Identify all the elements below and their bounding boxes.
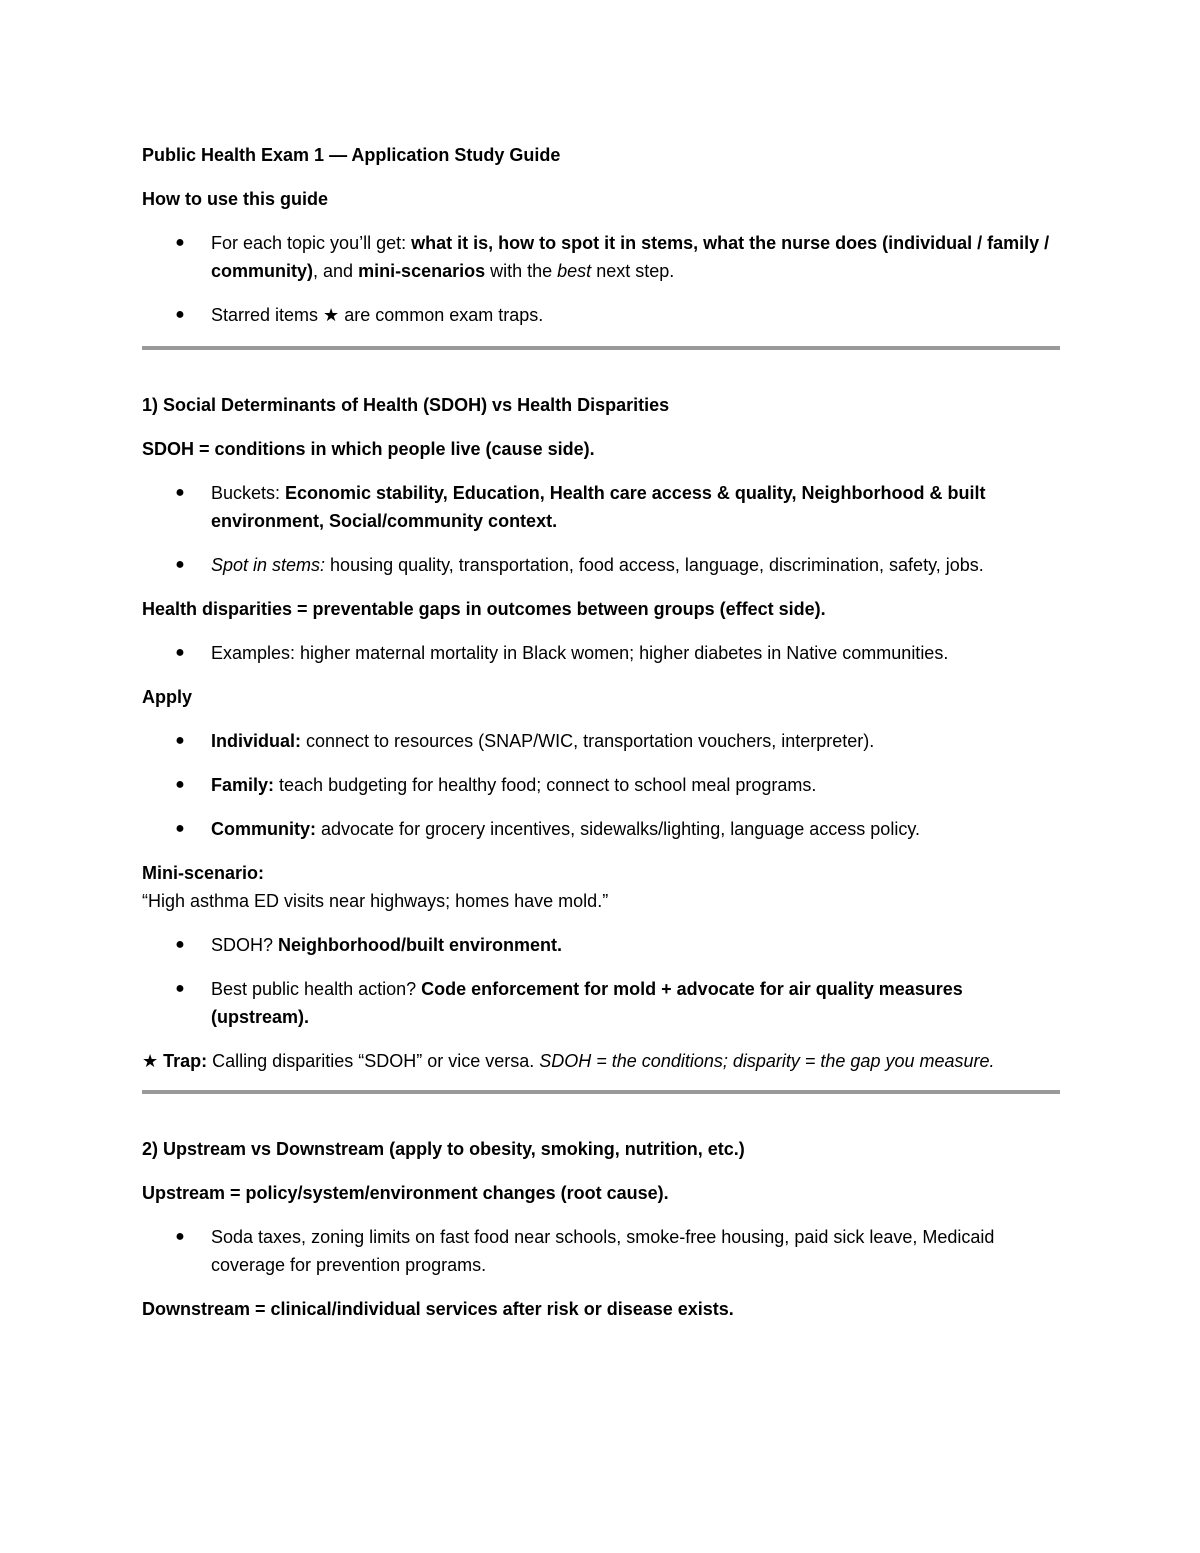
how-to-use-list <box>142 229 1060 330</box>
star-icon: ★ <box>142 1051 159 1072</box>
bullet-icon: ● <box>175 1228 185 1245</box>
list-item: ● Starred items ★ are common exam traps. <box>142 301 1060 330</box>
document-body <box>142 141 1060 1339</box>
list-item: ● Buckets: Economic stability, Education, Health care access & quality, Neighborhood & built environment, Social/community context. <box>142 479 1060 535</box>
upstream-definition: Upstream = policy/system/environment changes (root cause). <box>142 1183 669 1203</box>
mini-scenario-list <box>142 931 1060 1031</box>
bullet-icon: ● <box>175 732 185 749</box>
section-divider <box>142 1090 1060 1094</box>
how-to-use-heading: How to use this guide <box>142 189 329 209</box>
list-item: ● Soda taxes, zoning limits on fast food near schools, smoke-free housing, paid sick leave, Medicaid coverage for prevention programs. <box>142 1223 1060 1279</box>
bullet-icon: ● <box>175 776 185 793</box>
list-item: ● Community: advocate for grocery incentives, sidewalks/lighting, language access policy. <box>142 815 1060 843</box>
bullet-icon: ● <box>175 234 185 251</box>
apply-heading: Apply <box>142 687 193 707</box>
section-heading: 2) Upstream vs Downstream (apply to obesity, smoking, nutrition, etc.) <box>142 1139 745 1159</box>
bullet-icon: ● <box>175 936 185 953</box>
bullet-icon: ● <box>175 644 185 661</box>
disparities-definition: Health disparities = preventable gaps in outcomes between groups (effect side). <box>142 599 826 619</box>
bullet-icon: ● <box>175 484 185 501</box>
bullet-icon: ● <box>175 820 185 837</box>
mini-scenario-heading: Mini-scenario: <box>142 863 265 883</box>
list-item: ● Examples: higher maternal mortality in Black women; higher diabetes in Native communities. <box>142 639 1060 667</box>
star-icon: ★ <box>323 305 340 326</box>
list-item: ● SDOH? Neighborhood/built environment. <box>142 931 1060 959</box>
list-item: ● Spot in stems: housing quality, transportation, food access, language, discrimination, safety, jobs. <box>142 551 1060 579</box>
sdoh-list <box>142 479 1060 579</box>
list-item: ● Best public health action? Code enforcement for mold + advocate for air quality measures (upstream). <box>142 975 1060 1031</box>
section-divider <box>142 346 1060 350</box>
document-title: Public Health Exam 1 — Application Study Guide <box>142 145 561 165</box>
bullet-icon: ● <box>175 980 185 997</box>
list-item: ● Individual: connect to resources (SNAP/WIC, transportation vouchers, interpreter). <box>142 727 1060 755</box>
bullet-icon: ● <box>175 556 185 573</box>
sdoh-definition: SDOH = conditions in which people live (cause side). <box>142 439 595 459</box>
downstream-definition: Downstream = clinical/individual services after risk or disease exists. <box>142 1299 734 1319</box>
section-heading: 1) Social Determinants of Health (SDOH) vs Health Disparities <box>142 395 670 415</box>
mini-scenario-quote: “High asthma ED visits near highways; homes have mold.” <box>142 891 609 911</box>
disparities-list <box>142 639 1060 667</box>
apply-list <box>142 727 1060 843</box>
list-item: ● Family: teach budgeting for healthy food; connect to school meal programs. <box>142 771 1060 799</box>
list-item: ● For each topic you’ll get: what it is, how to spot it in stems, what the nurse does (individual / family / community), and mini-scenarios with the best next step. <box>142 229 1060 285</box>
bullet-icon: ● <box>175 306 185 323</box>
upstream-list <box>142 1223 1060 1279</box>
trap-note: ★ Trap: Calling disparities “SDOH” or vice versa. SDOH = the conditions; disparity = the gap you measure. <box>142 1051 995 1072</box>
